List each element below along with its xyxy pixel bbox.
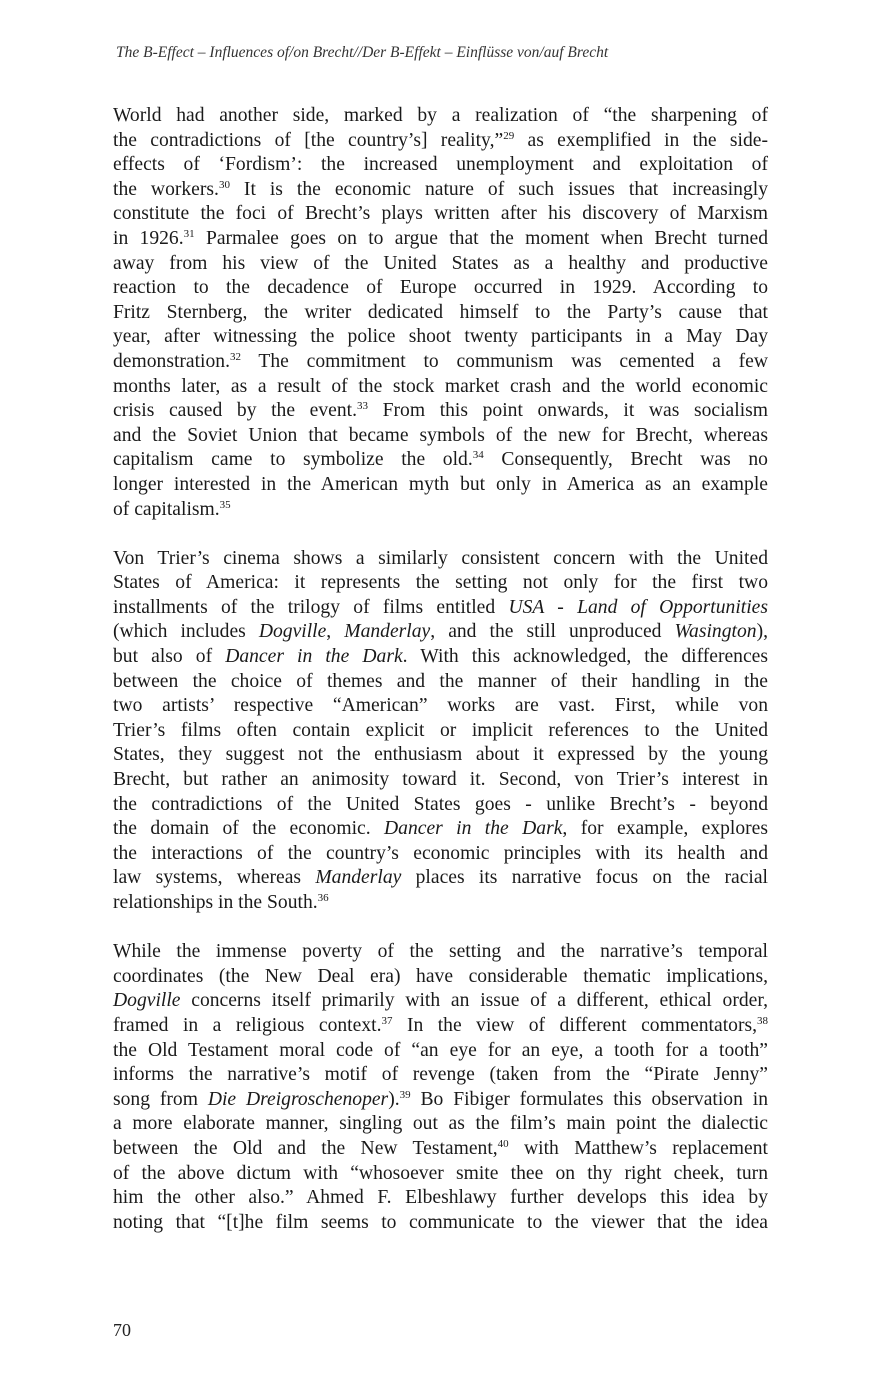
text-run: From this point onwards, it was socialism <box>368 400 769 422</box>
text-line <box>113 989 768 1014</box>
text-line <box>113 793 768 818</box>
body-paragraph <box>113 547 768 916</box>
text-run: the Old Testament moral code of “an eye for an eye, a tooth for a tooth” <box>113 1039 768 1061</box>
text-line <box>113 1137 768 1162</box>
italic-title: Dogville <box>113 990 181 1012</box>
text-line <box>113 1186 768 1211</box>
text-line <box>113 473 768 498</box>
text-run: demonstration. <box>113 350 230 372</box>
text-line <box>113 866 768 891</box>
text-run: song from <box>113 1088 208 1110</box>
running-header: The B-Effect – Influences of/on Brecht//Der B-Effekt – Einflüsse von/auf Brecht <box>116 44 609 61</box>
italic-title: Die Dreigroschenoper <box>207 1088 389 1110</box>
text-run: installments of the trilogy of films entitled <box>113 596 509 618</box>
text-run: away from his view of the United States as a healthy and productive <box>113 252 768 274</box>
text-run: In the view of different commentators, <box>392 1014 757 1036</box>
text-line <box>113 276 768 301</box>
text-line <box>113 842 768 867</box>
text-line <box>113 153 768 178</box>
text-run: ). <box>388 1088 400 1110</box>
text-line <box>113 301 768 326</box>
body-paragraph <box>113 104 768 522</box>
body-paragraph <box>113 940 768 1235</box>
text-line <box>113 1014 768 1039</box>
footnote-ref: 36 <box>317 892 329 905</box>
text-run: him the other also.” Ahmed F. Elbeshlawy further develops this idea by <box>113 1187 768 1209</box>
footnote-ref: 38 <box>757 1015 768 1028</box>
text-line <box>113 178 768 203</box>
text-line <box>113 891 768 916</box>
italic-title: Manderlay <box>344 621 431 643</box>
text-line <box>113 424 768 449</box>
text-line <box>113 448 768 473</box>
italic-title: Manderlay <box>315 867 402 889</box>
text-run: between the choice of themes and the manner of their handling in the <box>113 670 768 692</box>
text-run: reaction to the decadence of Europe occurred in 1929. According to <box>113 277 768 299</box>
text-run: Trier’s films often contain explicit or implicit references to the United <box>113 719 768 741</box>
text-run: effects of ‘Fordism’: the increased unemployment and exploitation of <box>113 154 768 176</box>
text-line <box>113 940 768 965</box>
text-run: Parmalee goes on to argue that the moment when Brecht turned <box>194 227 768 249</box>
footnote-ref: 29 <box>503 129 515 142</box>
text-run: law systems, whereas <box>113 867 316 889</box>
text-run: States, they suggest not the enthusiasm about it expressed by the young <box>113 744 768 766</box>
text-line <box>113 1211 768 1236</box>
text-line <box>113 768 768 793</box>
text-run: as exemplified in the side- <box>514 129 768 151</box>
text-line <box>113 817 768 842</box>
text-run: It is the economic nature of such issues that increasingly <box>229 178 768 200</box>
text-run: Von Trier’s cinema shows a similarly consistent concern with the United <box>113 547 768 569</box>
italic-title: Dogville <box>258 621 327 643</box>
italic-title: USA - Land of Opportunities <box>508 596 768 618</box>
text-line <box>113 719 768 744</box>
text-line <box>113 1162 768 1187</box>
text-run: Brecht, but rather an animosity toward it. Second, von Trier’s interest in <box>113 769 768 791</box>
text-run: of capitalism. <box>113 498 220 520</box>
italic-title: Dancer in the Dark <box>225 646 403 668</box>
body-text <box>113 104 768 1235</box>
italic-title: Dancer in the Dark <box>384 818 563 840</box>
text-run: of the above dictum with “whosoever smite thee on thy right cheek, turn <box>113 1162 768 1184</box>
text-line <box>113 399 768 424</box>
text-line <box>113 350 768 375</box>
text-line <box>113 620 768 645</box>
text-run: , for example, explores <box>562 818 768 840</box>
footnote-ref: 34 <box>472 449 484 462</box>
text-run: but also of <box>113 646 226 668</box>
footnote-ref: 37 <box>381 1015 393 1028</box>
text-run: and the Soviet Union that became symbols of the new for Brecht, whereas <box>113 424 768 446</box>
text-run: the interactions of the country’s economic principles with its health and <box>113 842 768 864</box>
italic-title: Wasington <box>674 621 757 643</box>
text-line <box>113 547 768 572</box>
text-line <box>113 571 768 596</box>
text-run: informs the narrative’s motif of revenge (taken from the “Pirate Jenny” <box>113 1064 768 1086</box>
text-run: noting that “[t]he film seems to communicate to the viewer that the idea <box>113 1211 768 1233</box>
text-run: ), <box>756 621 768 643</box>
footnote-ref: 31 <box>183 228 195 241</box>
text-run: . With this acknowledged, the differences <box>402 646 768 668</box>
text-run: The commitment to communism was cemented a few <box>241 350 768 372</box>
text-line <box>113 1039 768 1064</box>
footnote-ref: 39 <box>399 1088 411 1101</box>
text-run: months later, as a result of the stock market crash and the world economic <box>113 375 768 397</box>
text-line <box>113 965 768 990</box>
text-run: two artists’ respective “American” works are vast. First, while von <box>113 695 768 717</box>
text-run: , and the still unproduced <box>430 621 675 643</box>
text-run: relationships in the South. <box>113 892 318 913</box>
text-run: (which includes <box>113 621 259 643</box>
text-run: constitute the foci of Brecht’s plays written after his discovery of Marxism <box>113 203 768 225</box>
text-run: framed in a religious context. <box>113 1014 382 1036</box>
text-run: in 1926. <box>113 227 184 249</box>
text-line <box>113 1063 768 1088</box>
text-line <box>113 694 768 719</box>
footnote-ref: 33 <box>357 400 368 413</box>
text-run: While the immense poverty of the setting and the narrative’s temporal <box>113 941 768 963</box>
text-run: coordinates (the New Deal era) have considerable thematic implications, <box>113 965 768 987</box>
text-run: longer interested in the American myth but only in America as an example <box>113 473 768 495</box>
footnote-ref: 32 <box>230 351 241 364</box>
text-run: places its narrative focus on the racial <box>401 867 769 889</box>
text-run: the contradictions of the United States goes - unlike Brecht’s - beyond <box>113 793 768 815</box>
text-run: World had another side, marked by a realization of “the sharpening of <box>113 105 768 126</box>
text-run: year, after witnessing the police shoot twenty participants in a May Day <box>113 326 768 348</box>
text-line <box>113 104 768 129</box>
footnote-ref: 35 <box>219 498 231 511</box>
text-line <box>113 252 768 277</box>
text-run: capitalism came to symbolize the old. <box>113 449 473 471</box>
text-run: Fritz Sternberg, the writer dedicated himself to the Party’s cause that <box>113 301 768 323</box>
text-line <box>113 202 768 227</box>
text-run: the workers. <box>113 178 219 200</box>
text-line <box>113 596 768 621</box>
text-run: the contradictions of [the country’s] reality,” <box>113 129 504 151</box>
text-line <box>113 645 768 670</box>
text-run: with Matthew’s replacement <box>508 1137 768 1159</box>
text-run: Consequently, Brecht was no <box>483 449 768 471</box>
text-run: concerns itself primarily with an issue of a different, ethical order, <box>180 990 768 1012</box>
text-line <box>113 498 768 523</box>
page-number: 70 <box>113 1320 131 1340</box>
text-run: States of America: it represents the setting not only for the first two <box>113 572 768 594</box>
footnote-ref: 40 <box>497 1138 509 1151</box>
text-line <box>113 227 768 252</box>
text-line <box>113 375 768 400</box>
text-line <box>113 670 768 695</box>
text-line <box>113 325 768 350</box>
text-run: the domain of the economic. <box>113 818 385 840</box>
text-run: a more elaborate manner, singling out as the film’s main point the dialectic <box>113 1113 768 1135</box>
text-line <box>113 1088 768 1113</box>
text-line <box>113 129 768 154</box>
text-run: crisis caused by the event. <box>113 400 357 422</box>
text-run: between the Old and the New Testament, <box>113 1137 498 1159</box>
text-line <box>113 1112 768 1137</box>
text-line <box>113 743 768 768</box>
footnote-ref: 30 <box>218 178 230 191</box>
text-run: Bo Fibiger formulates this observation in <box>410 1088 768 1110</box>
text-run: , <box>326 621 345 643</box>
